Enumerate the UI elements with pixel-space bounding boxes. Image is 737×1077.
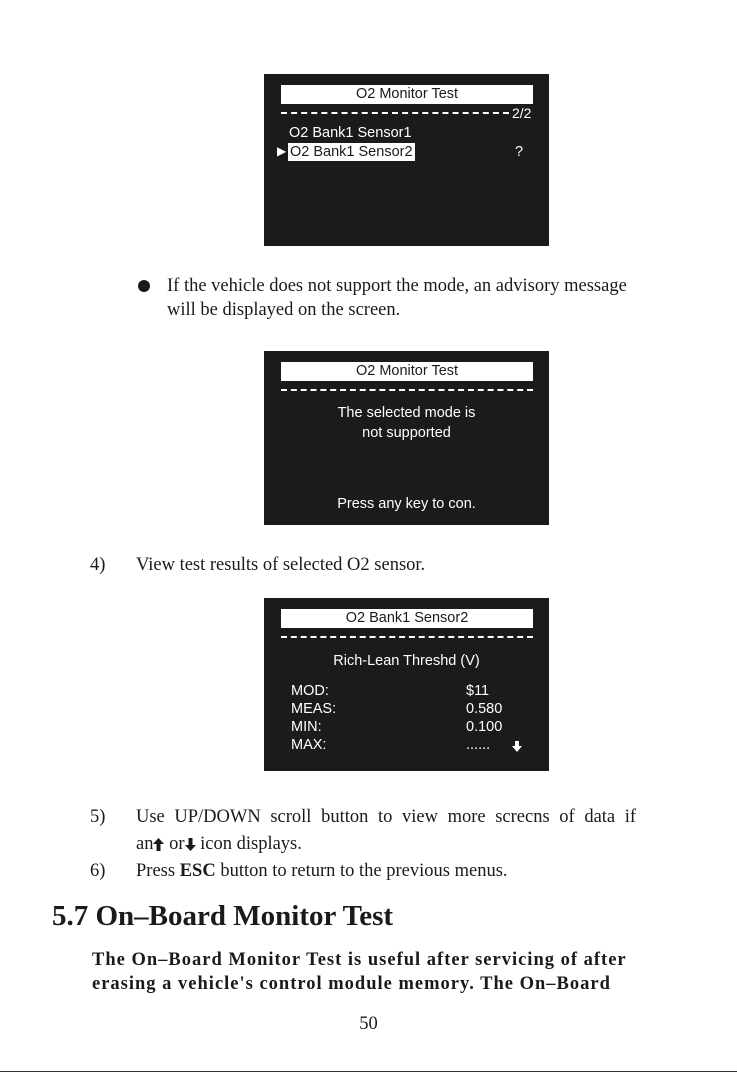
down-arrow-icon — [185, 838, 196, 851]
list-item-sensor2[interactable]: O2 Bank1 Sensor2 — [290, 144, 413, 160]
data-subtitle: Rich-Lean Threshd (V) — [333, 653, 480, 669]
page-indicator: 2/2 — [512, 105, 532, 121]
data-row — [291, 736, 541, 754]
continue-prompt: Press any key to con. — [337, 496, 476, 512]
data-row — [291, 700, 541, 718]
dashed-divider — [281, 389, 533, 391]
row-label: MEAS: — [291, 701, 337, 717]
o2-monitor-test-screen-list — [264, 74, 549, 246]
data-row — [291, 718, 541, 736]
o2-monitor-test-screen-unsupported — [264, 351, 549, 525]
screen-title: O2 Monitor Test — [281, 85, 533, 104]
step-text-line1: Use UP/DOWN scroll button to view more screcns of data if — [136, 807, 637, 827]
unsupported-marker: ? — [515, 144, 524, 160]
step-number: 6) — [90, 861, 106, 881]
row-label: MOD: — [291, 683, 329, 699]
sensor-data-screen — [264, 598, 549, 771]
list-item-sensor1[interactable]: O2 Bank1 Sensor1 — [289, 125, 412, 141]
message-line2: not supported — [362, 425, 451, 441]
bottom-rule — [0, 1071, 737, 1072]
row-label: MIN: — [291, 719, 322, 735]
row-label: MAX: — [291, 737, 327, 753]
section-para-line2: erasing a vehicle's control module memory. The On–Board — [92, 974, 611, 994]
bullet-text-line2: will be displayed on the screen. — [167, 300, 401, 320]
section-heading: 5.7 On–Board Monitor Test — [52, 900, 394, 932]
row-value: $11 — [466, 683, 490, 699]
text-prefix: Press — [136, 861, 180, 881]
step-text-line2 — [136, 832, 302, 856]
page-number: 50 — [359, 1014, 378, 1034]
section-para-line1: The On–Board Monitor Test is useful after servicing of after — [92, 950, 627, 970]
up-arrow-icon — [153, 838, 164, 851]
message-line1: The selected mode is — [337, 405, 476, 421]
row-value: 0.100 — [466, 719, 503, 735]
dashed-divider — [281, 112, 509, 114]
text-an: an — [136, 834, 154, 854]
selection-arrow-icon: ▶ — [277, 144, 287, 158]
step-text: View test results of selected O2 sensor. — [136, 555, 426, 575]
step-number: 5) — [90, 807, 106, 827]
esc-key-label: ESC — [179, 861, 216, 881]
dashed-divider — [281, 636, 533, 638]
bullet-text-line1: If the vehicle does not support the mode, an advisory message — [167, 276, 627, 296]
data-row — [291, 682, 541, 700]
screen-title: O2 Monitor Test — [281, 362, 533, 381]
bullet-icon — [138, 280, 150, 292]
text-or: or — [169, 834, 185, 854]
step-text — [136, 859, 508, 883]
row-value: 0.580 — [466, 701, 503, 717]
text-suffix: button to return to the previous menus. — [215, 861, 508, 881]
row-value: ...... — [466, 737, 491, 753]
scroll-down-arrow-icon — [512, 741, 522, 752]
text-icon-displays: icon displays. — [200, 834, 302, 854]
step-number: 4) — [90, 555, 106, 575]
screen-title: O2 Bank1 Sensor2 — [281, 609, 533, 628]
